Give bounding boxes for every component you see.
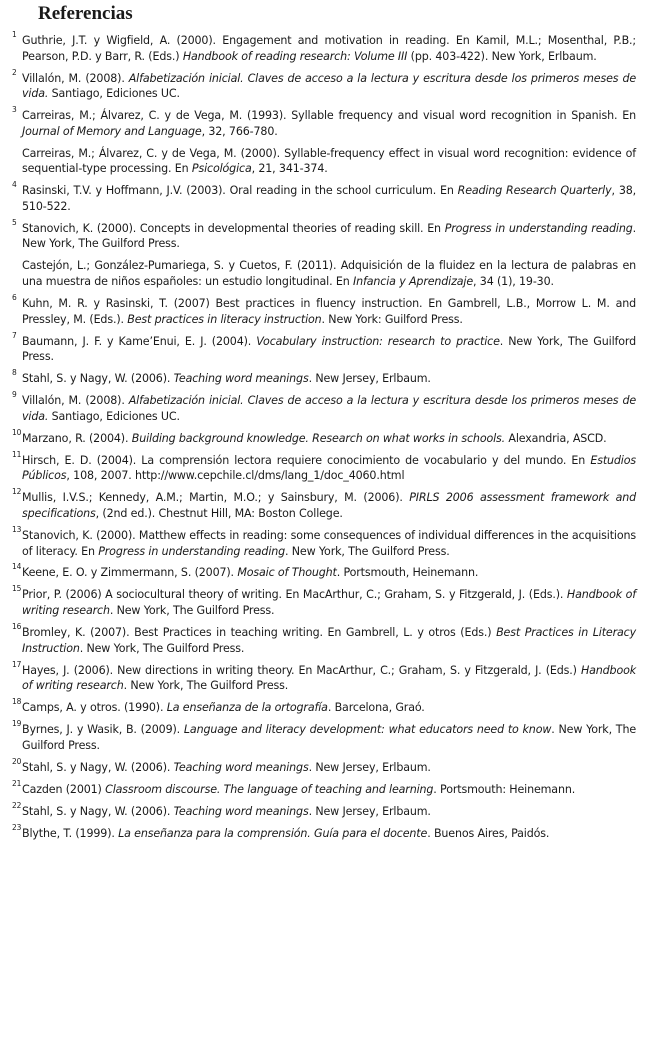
- reference-segment: Keene, E. O. y Zimmermann, S. (2007).: [22, 566, 238, 580]
- reference-segment: Rasinski, T.V. y Hoffmann, J.V. (2003). Oral reading in the school curriculum. En: [22, 184, 458, 198]
- reference-title-italic: Psicológica: [191, 162, 252, 176]
- reference-item: [12, 217, 637, 252]
- reference-number: 1: [12, 30, 17, 39]
- reference-item: [12, 30, 636, 64]
- reference-segment: , 32, 766-780.: [201, 124, 278, 138]
- reference-text: [22, 529, 636, 558]
- reference-title-italic: Journal of Memory and Language: [22, 124, 202, 138]
- reference-text: [22, 454, 636, 483]
- reference-item: [12, 697, 636, 716]
- reference-number: 20: [12, 756, 22, 766]
- reference-item: [12, 622, 636, 656]
- reference-number: 12: [12, 487, 22, 497]
- reference-segment: Santiago, Ediciones UC.: [48, 87, 180, 101]
- reference-title-italic: Progress in understanding reading: [98, 544, 286, 558]
- reference-segment: . New York, The Guilford Press.: [22, 221, 637, 251]
- reference-item: [12, 105, 636, 139]
- reference-segment: Bromley, K. (2007). Best Practices in teaching writing. En Gambrell, L. y otros (Eds.): [22, 626, 497, 640]
- reference-item: [12, 258, 636, 289]
- reference-title-italic: Building background knowledge. Research on what works in schools.: [131, 431, 506, 445]
- reference-title-italic: Mosaic of Thought: [237, 566, 337, 580]
- reference-segment: . New York, The Guilford Press.: [109, 604, 275, 618]
- reference-item: [12, 800, 636, 820]
- reference-item: [12, 524, 636, 559]
- reference-text: [22, 259, 636, 288]
- reference-number: 21: [12, 778, 22, 788]
- reference-segment: Stahl, S. y Nagy, W. (2006).: [22, 760, 174, 774]
- reference-segment: . New Jersey, Erlbaum.: [308, 760, 431, 774]
- reference-text: [22, 783, 575, 796]
- reference-text: [22, 827, 549, 840]
- reference-number: 6: [12, 293, 17, 303]
- reference-segment: Blythe, T. (1999).: [22, 826, 119, 840]
- reference-segment: Prior, P. (2006) A sociocultural theory of writing. En MacArthur, C.; Graham, S. y Fitzgerald, J. (Eds.).: [22, 588, 567, 602]
- reference-text: [22, 566, 478, 579]
- reference-segment: Alexandria, ASCD.: [505, 431, 607, 445]
- reference-item: [12, 487, 636, 521]
- reference-segment: Stanovich, K. (2000). Concepts in developmental theories of reading skill. En: [22, 221, 445, 235]
- reference-title-italic: Handbook of writing research: [22, 663, 636, 693]
- reference-list: [12, 30, 637, 848]
- reference-number: 19: [12, 719, 22, 729]
- reference-text: [22, 184, 636, 213]
- reference-number: 22: [12, 800, 22, 810]
- reference-segment: . New York, The Guilford Press.: [123, 679, 289, 693]
- reference-item: [12, 180, 637, 214]
- reference-title-italic: Alfabetización inicial. Claves de acceso a la lectura y escritura desde los primeros meses de vida.: [22, 71, 637, 101]
- reference-item: [12, 659, 636, 694]
- reference-text: [22, 701, 425, 714]
- reference-segment: . Buenos Aires, Paidós.: [427, 826, 550, 840]
- reference-segment: Byrnes, J. y Wasik, B. (2009).: [22, 723, 184, 737]
- reference-number: 14: [12, 562, 22, 572]
- reference-item: [12, 778, 636, 798]
- reference-item: [12, 330, 637, 365]
- reference-segment: . New Jersey, Erlbaum.: [308, 372, 431, 386]
- reference-segment: , 21, 341-374.: [251, 162, 328, 176]
- reference-segment: Marzano, R. (2004).: [22, 431, 132, 445]
- reference-text: [22, 147, 636, 176]
- reference-title-italic: Handbook of writing research: [22, 588, 636, 618]
- reference-number: 23: [12, 822, 22, 832]
- reference-segment: Kuhn, M. R. y Rasinski, T. (2007) Best practices in fluency instruction. En Gambrell, L.B., Morrow L. M. and Pressley, M. (Eds.).: [22, 297, 636, 326]
- reference-segment: Hayes, J. (2006). New directions in writing theory. En MacArthur, C.; Graham, S. y Fitzgerald, J. (Eds.): [22, 663, 581, 677]
- reference-title-italic: Classroom discourse. The language of teaching and learning: [105, 782, 434, 796]
- reference-number: 15: [12, 584, 22, 594]
- reference-segment: Carreiras, M.; Álvarez, C. y de Vega, M. (1993). Syllable frequency and visual word recognition in Spanish. En: [22, 109, 636, 123]
- reference-item: [12, 390, 637, 424]
- reference-segment: . New York, The Guilford Press.: [285, 544, 450, 558]
- reference-number: 4: [12, 180, 17, 190]
- reference-number: 8: [12, 368, 17, 378]
- reference-title-italic: Teaching word meanings: [173, 372, 309, 386]
- reference-segment: . New York, The Guilford Press.: [22, 334, 637, 364]
- reference-title-italic: Teaching word meanings: [173, 760, 309, 774]
- reference-number: 17: [12, 659, 22, 669]
- reference-segment: , 108, 2007. http://www.cepchile.cl/dms/lang_1/doc_4060.html: [66, 469, 405, 483]
- reference-title-italic: Estudios Públicos: [22, 453, 636, 483]
- reference-segment: Villalón, M. (2008).: [22, 394, 129, 408]
- reference-item: [12, 427, 636, 447]
- reference-number: 13: [12, 524, 22, 534]
- reference-segment: Guthrie, J.T. y Wigfield, A. (2000). Engagement and motivation in reading. En Kamil, M.L.; Mosenthal, P.B.; Pearson, P.D. y Barr, R. (Eds.): [22, 34, 636, 63]
- reference-segment: Castejón, L.; González-Pumariega, S. y Cuetos, F. (2011). Adquisición de la fluidez en la lectura de palabras en una muestra de niños españoles: un estudio longitudinal. En: [22, 259, 636, 289]
- reference-item: [12, 719, 636, 753]
- reference-segment: Stahl, S. y Nagy, W. (2006).: [22, 372, 174, 386]
- reference-text: [22, 372, 431, 385]
- reference-title-italic: PIRLS 2006 assessment framework and specifications: [22, 491, 636, 520]
- reference-text: [22, 491, 636, 520]
- reference-segment: . New York, The Guilford Press.: [79, 641, 245, 655]
- reference-number: 9: [12, 390, 17, 400]
- reference-segment: . New York, The Guilford Press.: [22, 723, 636, 752]
- page-title: Referencias: [38, 3, 133, 24]
- reference-segment: Mullis, I.V.S.; Kennedy, A.M.; Martin, M.O.; y Sainsbury, M. (2006).: [22, 491, 410, 505]
- reference-item: [12, 822, 636, 842]
- reference-segment: , 38, 510-522.: [22, 184, 637, 213]
- reference-text: [22, 34, 636, 63]
- reference-text: [22, 761, 431, 774]
- reference-number: 16: [12, 622, 22, 632]
- reference-title-italic: Handbook of reading research: Volume III: [182, 49, 408, 63]
- reference-segment: . New York: Guilford Press.: [321, 312, 463, 326]
- reference-title-italic: Best practices in literacy instruction: [127, 312, 322, 326]
- reference-segment: Cazden (2001): [22, 782, 106, 796]
- reference-segment: . New Jersey, Erlbaum.: [308, 804, 431, 818]
- reference-number: 3: [12, 105, 17, 115]
- reference-number: 5: [12, 217, 17, 227]
- reference-title-italic: Best Practices in Literacy Instruction: [22, 626, 636, 655]
- reference-title-italic: Teaching word meanings: [173, 804, 309, 818]
- reference-segment: Villalón, M. (2008).: [22, 71, 129, 85]
- reference-title-italic: Reading Research Quarterly: [457, 184, 612, 198]
- reference-segment: Santiago, Ediciones UC.: [48, 409, 180, 423]
- reference-segment: Stahl, S. y Nagy, W. (2006).: [22, 804, 174, 818]
- reference-text: [22, 72, 636, 101]
- reference-title-italic: La enseñanza de la ortografía: [166, 701, 328, 715]
- reference-segment: Hirsch, E. D. (2004). La comprensión lectora requiere conocimiento de vocabulario y del mundo. En: [22, 453, 591, 467]
- reference-number: 2: [12, 67, 17, 77]
- reference-text: [22, 222, 636, 251]
- reference-item: [12, 449, 636, 484]
- reference-item: [12, 584, 636, 618]
- reference-segment: Carreiras, M.; Álvarez, C. y de Vega, M. (2000). Syllable-frequency effect in visual word recognition: evidence of sequential-type processing. En: [22, 146, 636, 176]
- reference-text: [22, 432, 607, 445]
- reference-segment: (pp. 403-422). New York, Erlbaum.: [407, 49, 597, 63]
- reference-text: [22, 394, 636, 423]
- reference-number: 18: [12, 697, 22, 707]
- reference-item: [12, 756, 636, 776]
- reference-segment: Stanovich, K. (2000). Matthew effects in reading: some consequences of individual differences in the acquisitions of literacy. En: [22, 528, 636, 558]
- reference-title-italic: Infancia y Aprendizaje: [353, 275, 474, 289]
- reference-text: [22, 297, 636, 326]
- reference-text: [22, 664, 636, 693]
- reference-item: [12, 146, 636, 177]
- reference-segment: Camps, A. y otros. (1990).: [22, 701, 167, 715]
- reference-segment: Baumann, J. F. y Kame’Enui, E. J. (2004).: [22, 334, 257, 348]
- reference-segment: . Barcelona, Graó.: [327, 701, 425, 715]
- reference-number: 10: [12, 427, 22, 437]
- reference-title-italic: Progress in understanding reading: [444, 221, 633, 235]
- reference-text: [22, 335, 636, 364]
- reference-text: [22, 723, 636, 752]
- reference-item: [12, 67, 637, 102]
- reference-item: [12, 368, 636, 387]
- reference-segment: , 34 (1), 19-30.: [473, 275, 554, 289]
- reference-title-italic: Vocabulary instruction: research to practice: [256, 334, 500, 348]
- reference-text: [22, 805, 431, 818]
- reference-item: [12, 293, 636, 327]
- reference-title-italic: Language and literacy development: what educators need to know: [183, 723, 552, 737]
- reference-number: 11: [12, 449, 22, 459]
- reference-segment: . Portsmouth: Heinemann.: [433, 782, 576, 796]
- reference-title-italic: La enseñanza para la comprensión. Guía para el docente: [118, 826, 428, 840]
- reference-text: [22, 588, 636, 617]
- reference-segment: , (2nd ed.). Chestnut Hill, MA: Boston College.: [95, 506, 343, 520]
- reference-text: [22, 109, 636, 138]
- reference-title-italic: Alfabetización inicial. Claves de acceso a la lectura y escritura desde los primeros meses de vida.: [22, 394, 637, 423]
- reference-segment: . Portsmouth, Heinemann.: [336, 566, 479, 580]
- reference-number: 7: [12, 330, 17, 340]
- reference-text: [22, 626, 636, 655]
- reference-item: [12, 562, 636, 581]
